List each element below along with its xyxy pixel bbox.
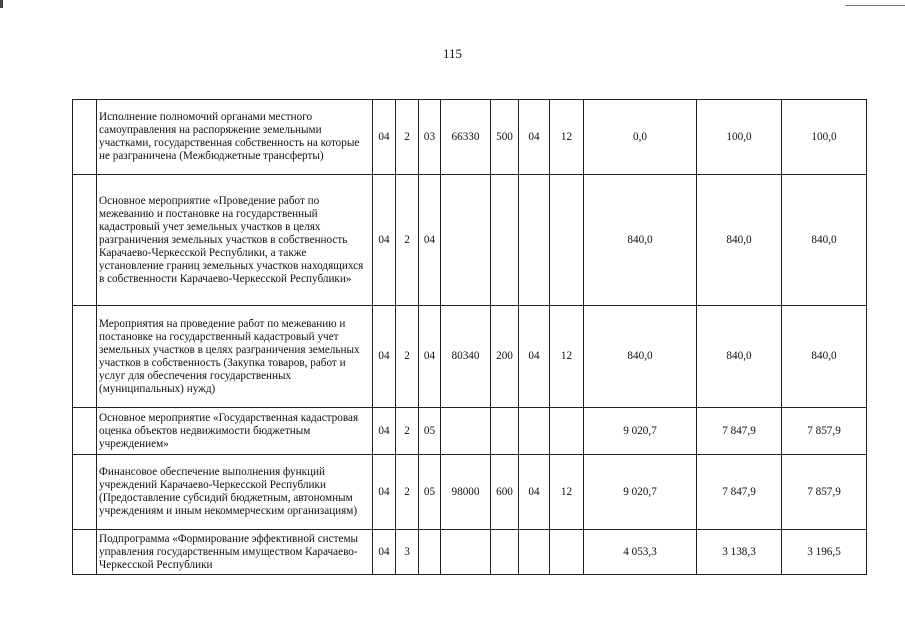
code-cell (519, 408, 550, 455)
code-cell: 04 (373, 455, 396, 530)
amount-cell: 840,0 (697, 175, 782, 306)
code-cell (491, 175, 519, 306)
code-cell: 04 (373, 100, 396, 175)
empty-cell (73, 530, 97, 575)
code-cell (441, 408, 491, 455)
code-cell: 04 (373, 530, 396, 575)
empty-cell (73, 455, 97, 530)
amount-cell: 840,0 (782, 175, 867, 306)
table-row (73, 306, 867, 408)
code-cell: 12 (550, 455, 584, 530)
code-cell (550, 175, 584, 306)
table-row (73, 408, 867, 455)
amount-cell: 100,0 (782, 100, 867, 175)
code-cell: 12 (550, 100, 584, 175)
code-cell: 66330 (441, 100, 491, 175)
code-cell: 04 (373, 306, 396, 408)
code-cell: 04 (419, 306, 441, 408)
code-cell: 80340 (441, 306, 491, 408)
amount-cell: 840,0 (697, 306, 782, 408)
code-cell (519, 175, 550, 306)
code-cell: 2 (396, 175, 419, 306)
table-row (73, 530, 867, 575)
row-name: Финансовое обеспечение выполнения функций учреждений Карачаево-Черкесской Республики (Предоставление субсидий бюджетным, автономным учреждениям и иным некоммерческим организациям) (97, 455, 373, 530)
row-name: Основное мероприятие «Проведение работ по межеванию и постановке на государственный кадастровый учет земельных участков в целях разграничения земельных участков в собственность Карачаево-Черкесской Республики, а также установление границ земельных участков находящихся в собственности Карачаево-Черкесской Республики» (97, 175, 373, 306)
amount-cell: 7 847,9 (697, 455, 782, 530)
code-cell (491, 530, 519, 575)
code-cell (550, 408, 584, 455)
page-number: 115 (442, 46, 463, 61)
code-cell: 2 (396, 455, 419, 530)
code-cell (491, 408, 519, 455)
code-cell (419, 530, 441, 575)
code-cell: 3 (396, 530, 419, 575)
amount-cell: 100,0 (697, 100, 782, 175)
code-cell: 98000 (441, 455, 491, 530)
code-cell: 04 (419, 175, 441, 306)
code-cell: 04 (519, 306, 550, 408)
scan-edge-line (845, 5, 905, 6)
empty-cell (73, 100, 97, 175)
row-name: Основное мероприятие «Государственная кадастровая оценка объектов недвижимости бюджетным учреждением» (97, 408, 373, 455)
empty-cell (73, 175, 97, 306)
code-cell: 2 (396, 100, 419, 175)
code-cell: 12 (550, 306, 584, 408)
scan-edge-mark (0, 0, 3, 8)
code-cell: 200 (491, 306, 519, 408)
amount-cell: 840,0 (584, 175, 697, 306)
amount-cell: 4 053,3 (584, 530, 697, 575)
code-cell: 500 (491, 100, 519, 175)
code-cell: 04 (519, 100, 550, 175)
code-cell: 04 (373, 408, 396, 455)
code-cell (441, 175, 491, 306)
empty-cell (73, 408, 97, 455)
amount-cell: 7 857,9 (782, 455, 867, 530)
amount-cell: 0,0 (584, 100, 697, 175)
code-cell: 600 (491, 455, 519, 530)
amount-cell: 840,0 (584, 306, 697, 408)
code-cell: 2 (396, 306, 419, 408)
amount-cell: 7 857,9 (782, 408, 867, 455)
amount-cell: 840,0 (782, 306, 867, 408)
table-row (73, 455, 867, 530)
code-cell: 05 (419, 408, 441, 455)
empty-cell (73, 306, 97, 408)
code-cell (550, 530, 584, 575)
row-name: Мероприятия на проведение работ по межеванию и постановке на государственный кадастровый учет земельных участков в целях разграничения земельных участков в собственность (Закупка товаров, работ и услуг для обеспечения государственных (муниципальных) нужд) (97, 306, 373, 408)
amount-cell: 7 847,9 (697, 408, 782, 455)
budget-table (72, 99, 867, 575)
amount-cell: 9 020,7 (584, 455, 697, 530)
amount-cell: 3 196,5 (782, 530, 867, 575)
amount-cell: 9 020,7 (584, 408, 697, 455)
table-row (73, 175, 867, 306)
code-cell: 2 (396, 408, 419, 455)
code-cell (519, 530, 550, 575)
code-cell: 04 (519, 455, 550, 530)
code-cell (441, 530, 491, 575)
code-cell: 05 (419, 455, 441, 530)
amount-cell: 3 138,3 (697, 530, 782, 575)
row-name: Подпрограмма «Формирование эффективной системы управления государственным имуществом Карачаево-Черкесской Республики (97, 530, 373, 575)
row-name: Исполнение полномочий органами местного самоуправления на распоряжение земельными участками, государственная собственность на которые не разграничена (Межбюджетные трансферты) (97, 100, 373, 175)
code-cell: 03 (419, 100, 441, 175)
code-cell: 04 (373, 175, 396, 306)
table-row (73, 100, 867, 175)
